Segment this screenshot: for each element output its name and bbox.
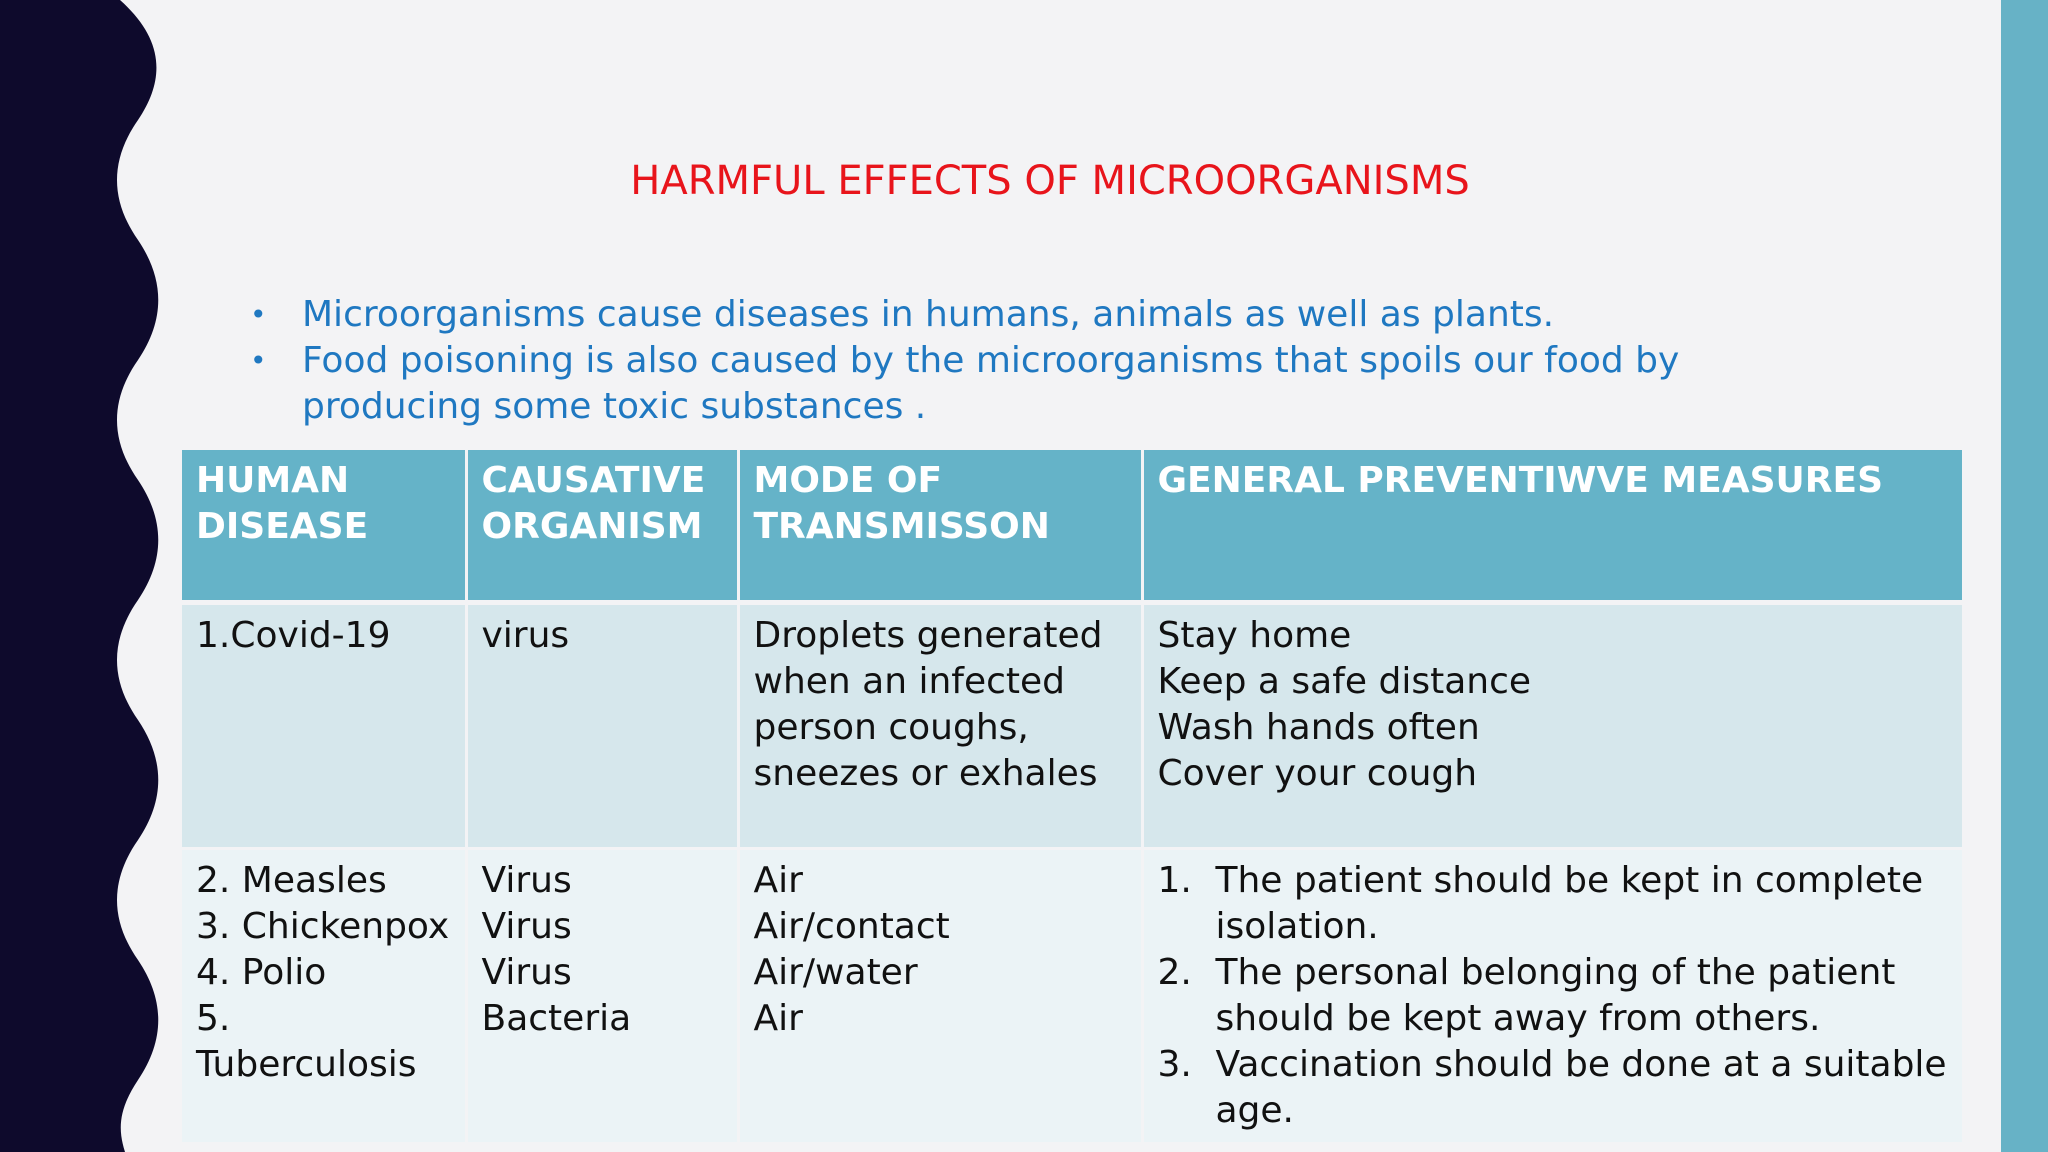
bullet-list [250, 292, 1690, 430]
measures-list [1158, 858, 1949, 1134]
slide-title: HARMFUL EFFECTS OF MICROORGANISMS [630, 158, 1470, 204]
cell-diseases [182, 849, 466, 1143]
measure-line: Cover your cough [1157, 753, 1478, 794]
cell-measures [1142, 603, 1962, 849]
cell-transmission: Droplets generated when an infected person coughs, sneezes or exhales [738, 603, 1142, 849]
measure-line: Stay home [1157, 615, 1352, 656]
header-human-disease: HUMAN DISEASE [182, 450, 466, 603]
bullet-text: Microorganisms cause diseases in humans, animals as well as plants. [302, 294, 1555, 335]
transmission-line: Air/contact [753, 906, 950, 947]
measure-item [1158, 950, 1949, 1042]
cell-organism: virus [466, 603, 738, 849]
organism-line: Bacteria [481, 998, 632, 1039]
measure-line: Wash hands often [1157, 707, 1480, 748]
bullet-item [250, 338, 1690, 430]
disease-line: 2. Measles [196, 860, 387, 901]
disease-line: 3. Chickenpox [196, 906, 450, 947]
measure-number: 1. [1157, 860, 1192, 901]
transmission-line: Air/water [753, 952, 918, 993]
disease-table [182, 450, 1962, 1142]
organism-line: Virus [481, 906, 572, 947]
header-preventive-measures: GENERAL PREVENTIWVE MEASURES [1142, 450, 1962, 603]
measure-number: 3. [1157, 1044, 1192, 1085]
measure-item [1158, 1042, 1949, 1134]
cell-transmissions [738, 849, 1142, 1143]
table-row [182, 603, 1962, 849]
bullet-dot-icon: • [250, 344, 267, 377]
bullet-dot-icon: • [250, 298, 267, 331]
cell-disease: 1.Covid-19 [182, 603, 466, 849]
header-causative-organism: CAUSATIVE ORGANISM [466, 450, 738, 603]
measure-number: 2. [1157, 952, 1192, 993]
bullet-text: Food poisoning is also caused by the microorganisms that spoils our food by producing some toxic substances . [302, 340, 1680, 427]
cell-measures-list [1142, 849, 1962, 1143]
measure-item [1158, 858, 1949, 950]
measure-text: The personal belonging of the patient should be kept away from others. [1215, 952, 1896, 1039]
table-header-row [182, 450, 1962, 603]
organism-line: Virus [481, 860, 572, 901]
organism-line: Virus [481, 952, 572, 993]
header-mode-of-transmission: MODE OF TRANSMISSON [738, 450, 1142, 603]
measure-line: Keep a safe distance [1157, 661, 1532, 702]
transmission-line: Air [753, 998, 803, 1039]
disease-line: 5. Tuberculosis [196, 998, 417, 1085]
bullet-item [250, 292, 1690, 338]
table-row [182, 849, 1962, 1143]
disease-line: 4. Polio [196, 952, 327, 993]
measure-text: Vaccination should be done at a suitable age. [1215, 1044, 1947, 1131]
measure-text: The patient should be kept in complete isolation. [1215, 860, 1924, 947]
transmission-line: Air [753, 860, 803, 901]
cell-organisms [466, 849, 738, 1143]
